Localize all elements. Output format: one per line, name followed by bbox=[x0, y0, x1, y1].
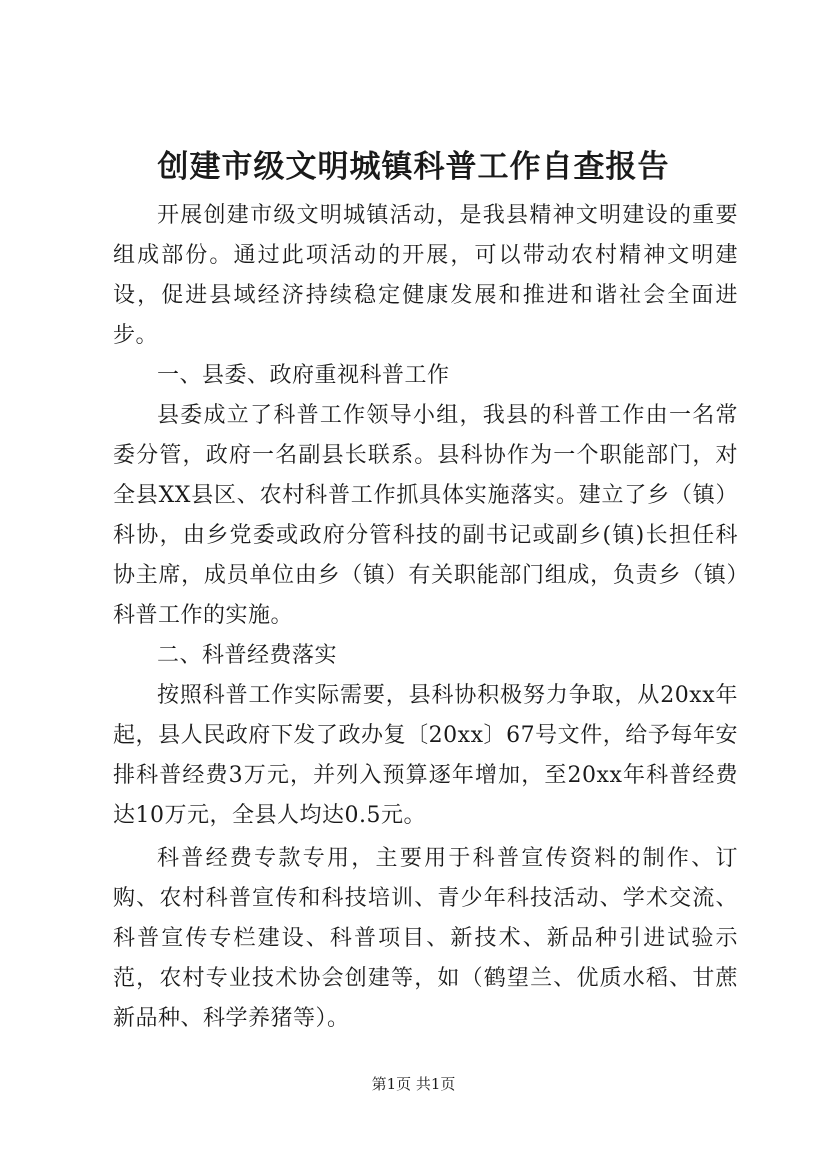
section-2-paragraph: 按照科普工作实际需要，县科协积极努力争取，从20xx年起，县人民政府下发了政办复〔20xx〕67号文件，给予每年安排科普经费3万元，并列入预算逐年增加，至20xx年科普经费达10万元，全县人均达0.5元。 bbox=[113, 683, 738, 828]
document-body bbox=[113, 196, 738, 1039]
document-title: 创建市级文明城镇科普工作自查报告 bbox=[157, 149, 670, 185]
intro-paragraph: 开展创建市级文明城镇活动，是我县精神文明建设的重要组成部份。通过此项活动的开展，可以带动农村精神文明建设，促进县域经济持续稳定健康发展和推进和谐社会全面进步。 bbox=[113, 203, 738, 348]
page-footer: 第1页 共1页 bbox=[371, 1075, 456, 1093]
section-1-paragraph: 县委成立了科普工作领导小组，我县的科普工作由一名常委分管，政府一名副县长联系。县科协作为一个职能部门，对全县XX县区、农村科普工作抓具体实施落实。建立了乡（镇）科协，由乡党委或政府分管科技的副书记或副乡(镇)长担任科协主席，成员单位由乡（镇）有关职能部门组成，负责乡（镇）科普工作的实施。 bbox=[113, 403, 738, 628]
section-heading-1: 一、县委、政府重视科普工作 bbox=[157, 363, 450, 388]
section-2-paragraph-2: 科普经费专款专用，主要用于科普宣传资料的制作、订购、农村科普宣传和科技培训、青少年科技活动、学术交流、科普宣传专栏建设、科普项目、新技术、新品种引进试验示范，农村专业技术协会创建等，如（鹤望兰、优质水稻、甘蔗新品种、科学养猪等）。 bbox=[113, 846, 738, 1031]
section-heading-2: 二、科普经费落实 bbox=[157, 643, 338, 668]
